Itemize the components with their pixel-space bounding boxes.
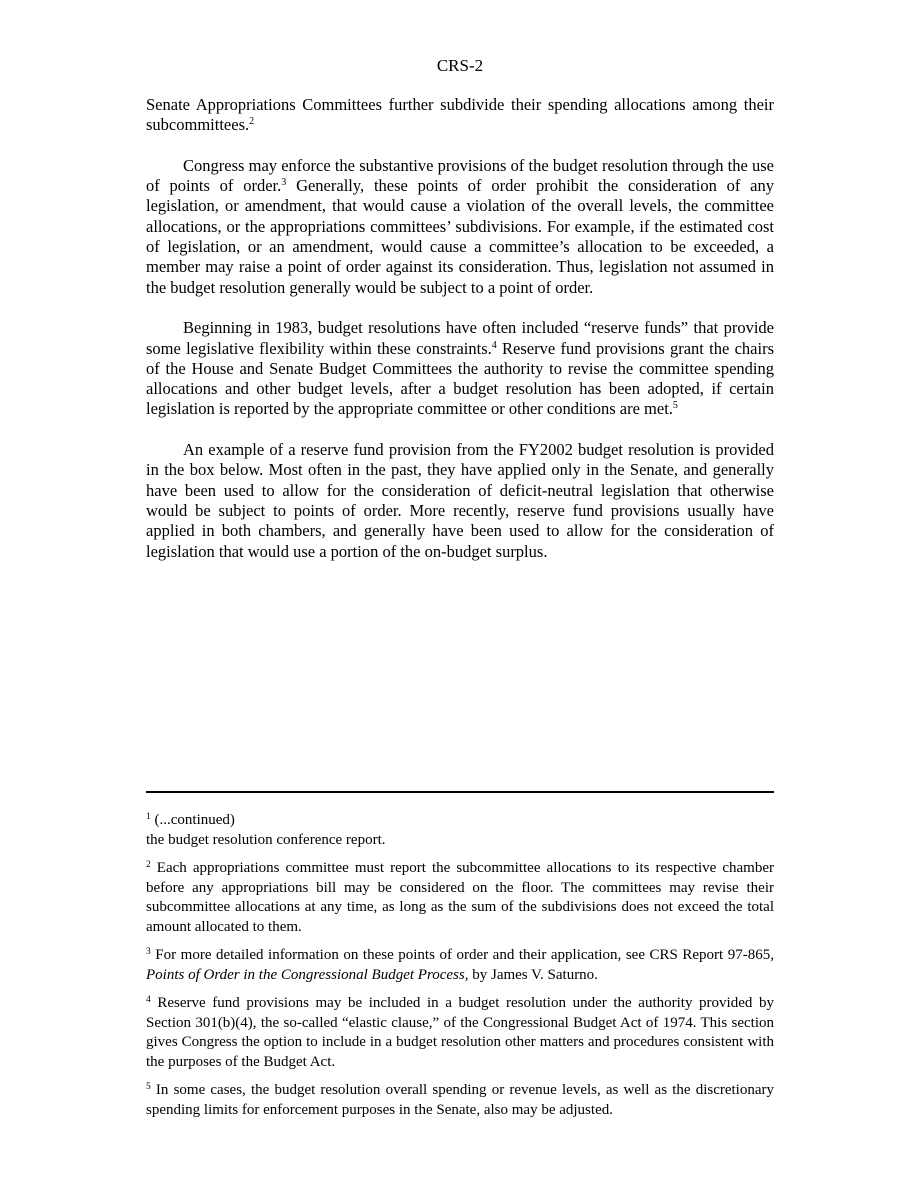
paragraph-1: Senate Appropriations Committees further subdivide their spending allocations among their subcommittees.$^2$: [146, 95, 774, 135]
footnote-number: 5: [146, 1082, 151, 1092]
report-title: Points of Order in the Congressional Budget Process: [146, 966, 465, 983]
footnote-number: 1: [146, 812, 151, 822]
footnote-1: $^1$ (...continued) the budget resolution conference report.: [146, 812, 386, 848]
body-text: [146, 95, 774, 582]
footnote-4: $^4$ Reserve fund provisions may be included in a budget resolution under the authority provided by Section 301(b)(4), the so-called “elastic clause,” of the Congressional Budget Act of 1974. This section gives Congress the option to include in a budget resolution other matters and procedures consistent with the purposes of the Budget Act.: [146, 995, 774, 1070]
footnote-ref-3[interactable]: 3: [281, 177, 287, 189]
footnote-2: $^2$ Each appropriations committee must report the subcommittee allocations to its respective chamber before any appropriations bill may be considered on the floor. The committees may revise their subcommittee allocations at any time, as long as the sum of the subdivisions does not exceed the total amount allocated to them.: [146, 860, 774, 935]
footnote-ref-2[interactable]: 2: [249, 116, 255, 128]
footnote-separator-rule: [146, 791, 774, 793]
paragraph-2: Congress may enforce the substantive provisions of the budget resolution through the use of points of order.$^3$ Generally, these points of order prohibit the consideration of any legislation, or amendment, that would cause a violation of the overall levels, the committee allocations, or the appropriations committees’ subdivisions. For example, if the estimated cost of legislation, or an amendment, would cause a committee’s allocation to be exceeded, a member may raise a point of order against its consideration. Thus, legislation not assumed in the budget resolution generally would be subject to a point of order.: [146, 155, 775, 297]
footnote-ref-5[interactable]: 5: [672, 400, 678, 412]
footnote-5: $^5$ In some cases, the budget resolution overall spending or revenue levels, as well as the discretionary spending limits for enforcement purposes in the Senate, also may be adjusted.: [146, 1082, 774, 1118]
footnote-number: 4: [146, 995, 151, 1005]
paragraph-3: Beginning in 1983, budget resolutions have often included “reserve funds” that provide some legislative flexibility within these constraints.$^4$ Reserve fund provisions grant the chairs of the House and Senate Budget Committees the authority to revise the committee spending allocations and other budget levels, after a budget resolution has been adopted, if certain legislation is reported by the appropriate committee or other conditions are met.$^5$: [146, 318, 774, 419]
footnote-number: 3: [146, 947, 151, 957]
footnote-3: $^3$ For more detailed information on these points of order and their application, see CRS Report 97-865, Points of Order in the Congressional Budget Process, by James V. Saturno.: [146, 947, 774, 983]
footnote-ref-4[interactable]: 4: [491, 339, 497, 351]
page-number-header: CRS-2: [436, 56, 484, 75]
footnote-number: 2: [146, 860, 151, 870]
paragraph-4: An example of a reserve fund provision from the FY2002 budget resolution is provided in the box below. Most often in the past, they have applied only in the Senate, and generally have been used to allow for the consideration of deficit-neutral legislation that otherwise would be subject to points of order. More recently, reserve fund provisions usually have applied in both chambers, and generally have been used to allow for the consideration of legislation that would use a portion of the on-budget surplus.: [146, 440, 774, 561]
footnotes-section: [146, 811, 774, 1129]
